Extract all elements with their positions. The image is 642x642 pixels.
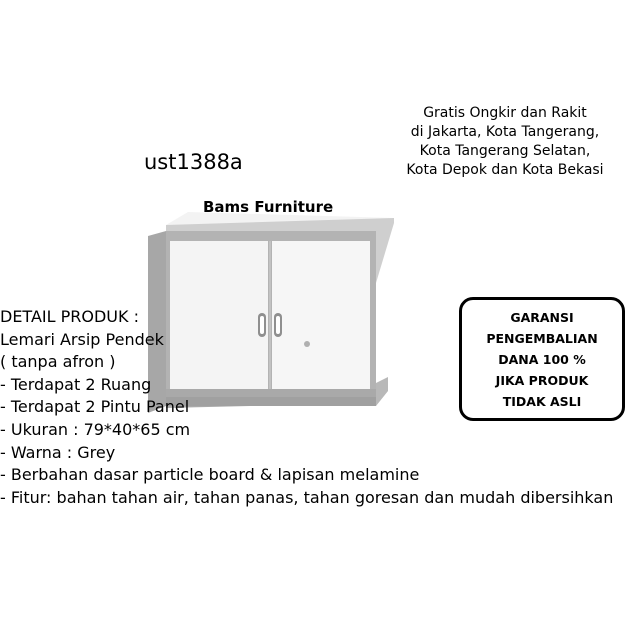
- shipping-line: di Jakarta, Kota Tangerang,: [410, 124, 600, 140]
- feature-item: - Warna : Grey: [0, 442, 116, 462]
- brand-name: Bams Furniture: [203, 198, 334, 216]
- guarantee-line: GARANSI: [510, 309, 574, 325]
- shipping-note: [375, 104, 635, 180]
- guarantee-badge: [459, 297, 625, 421]
- guarantee-line: PENGEMBALIAN: [486, 330, 598, 346]
- feature-item: - Fitur: bahan tahan air, tahan panas, tahan goresan dan mudah dibersihkan: [0, 487, 614, 507]
- guarantee-line: DANA 100 %: [498, 351, 586, 367]
- product-code: ust1388a: [144, 150, 243, 174]
- guarantee-line: JIKA PRODUK: [495, 372, 589, 388]
- product-name: Lemari Arsip Pendek: [0, 329, 164, 349]
- feature-item: - Terdapat 2 Ruang: [0, 374, 152, 394]
- details-heading: DETAIL PRODUK :: [0, 307, 139, 326]
- feature-item: - Ukuran : 79*40*65 cm: [0, 419, 191, 439]
- shipping-line: Kota Depok dan Kota Bekasi: [406, 162, 604, 178]
- feature-item: - Terdapat 2 Pintu Panel: [0, 397, 190, 417]
- shipping-line: Gratis Ongkir dan Rakit: [423, 105, 587, 121]
- shipping-line: Kota Tangerang Selatan,: [419, 143, 591, 159]
- guarantee-line: TIDAK ASLI: [502, 393, 582, 409]
- product-variant: ( tanpa afron ): [0, 352, 116, 372]
- feature-item: - Berbahan dasar particle board & lapisan melamine: [0, 465, 420, 485]
